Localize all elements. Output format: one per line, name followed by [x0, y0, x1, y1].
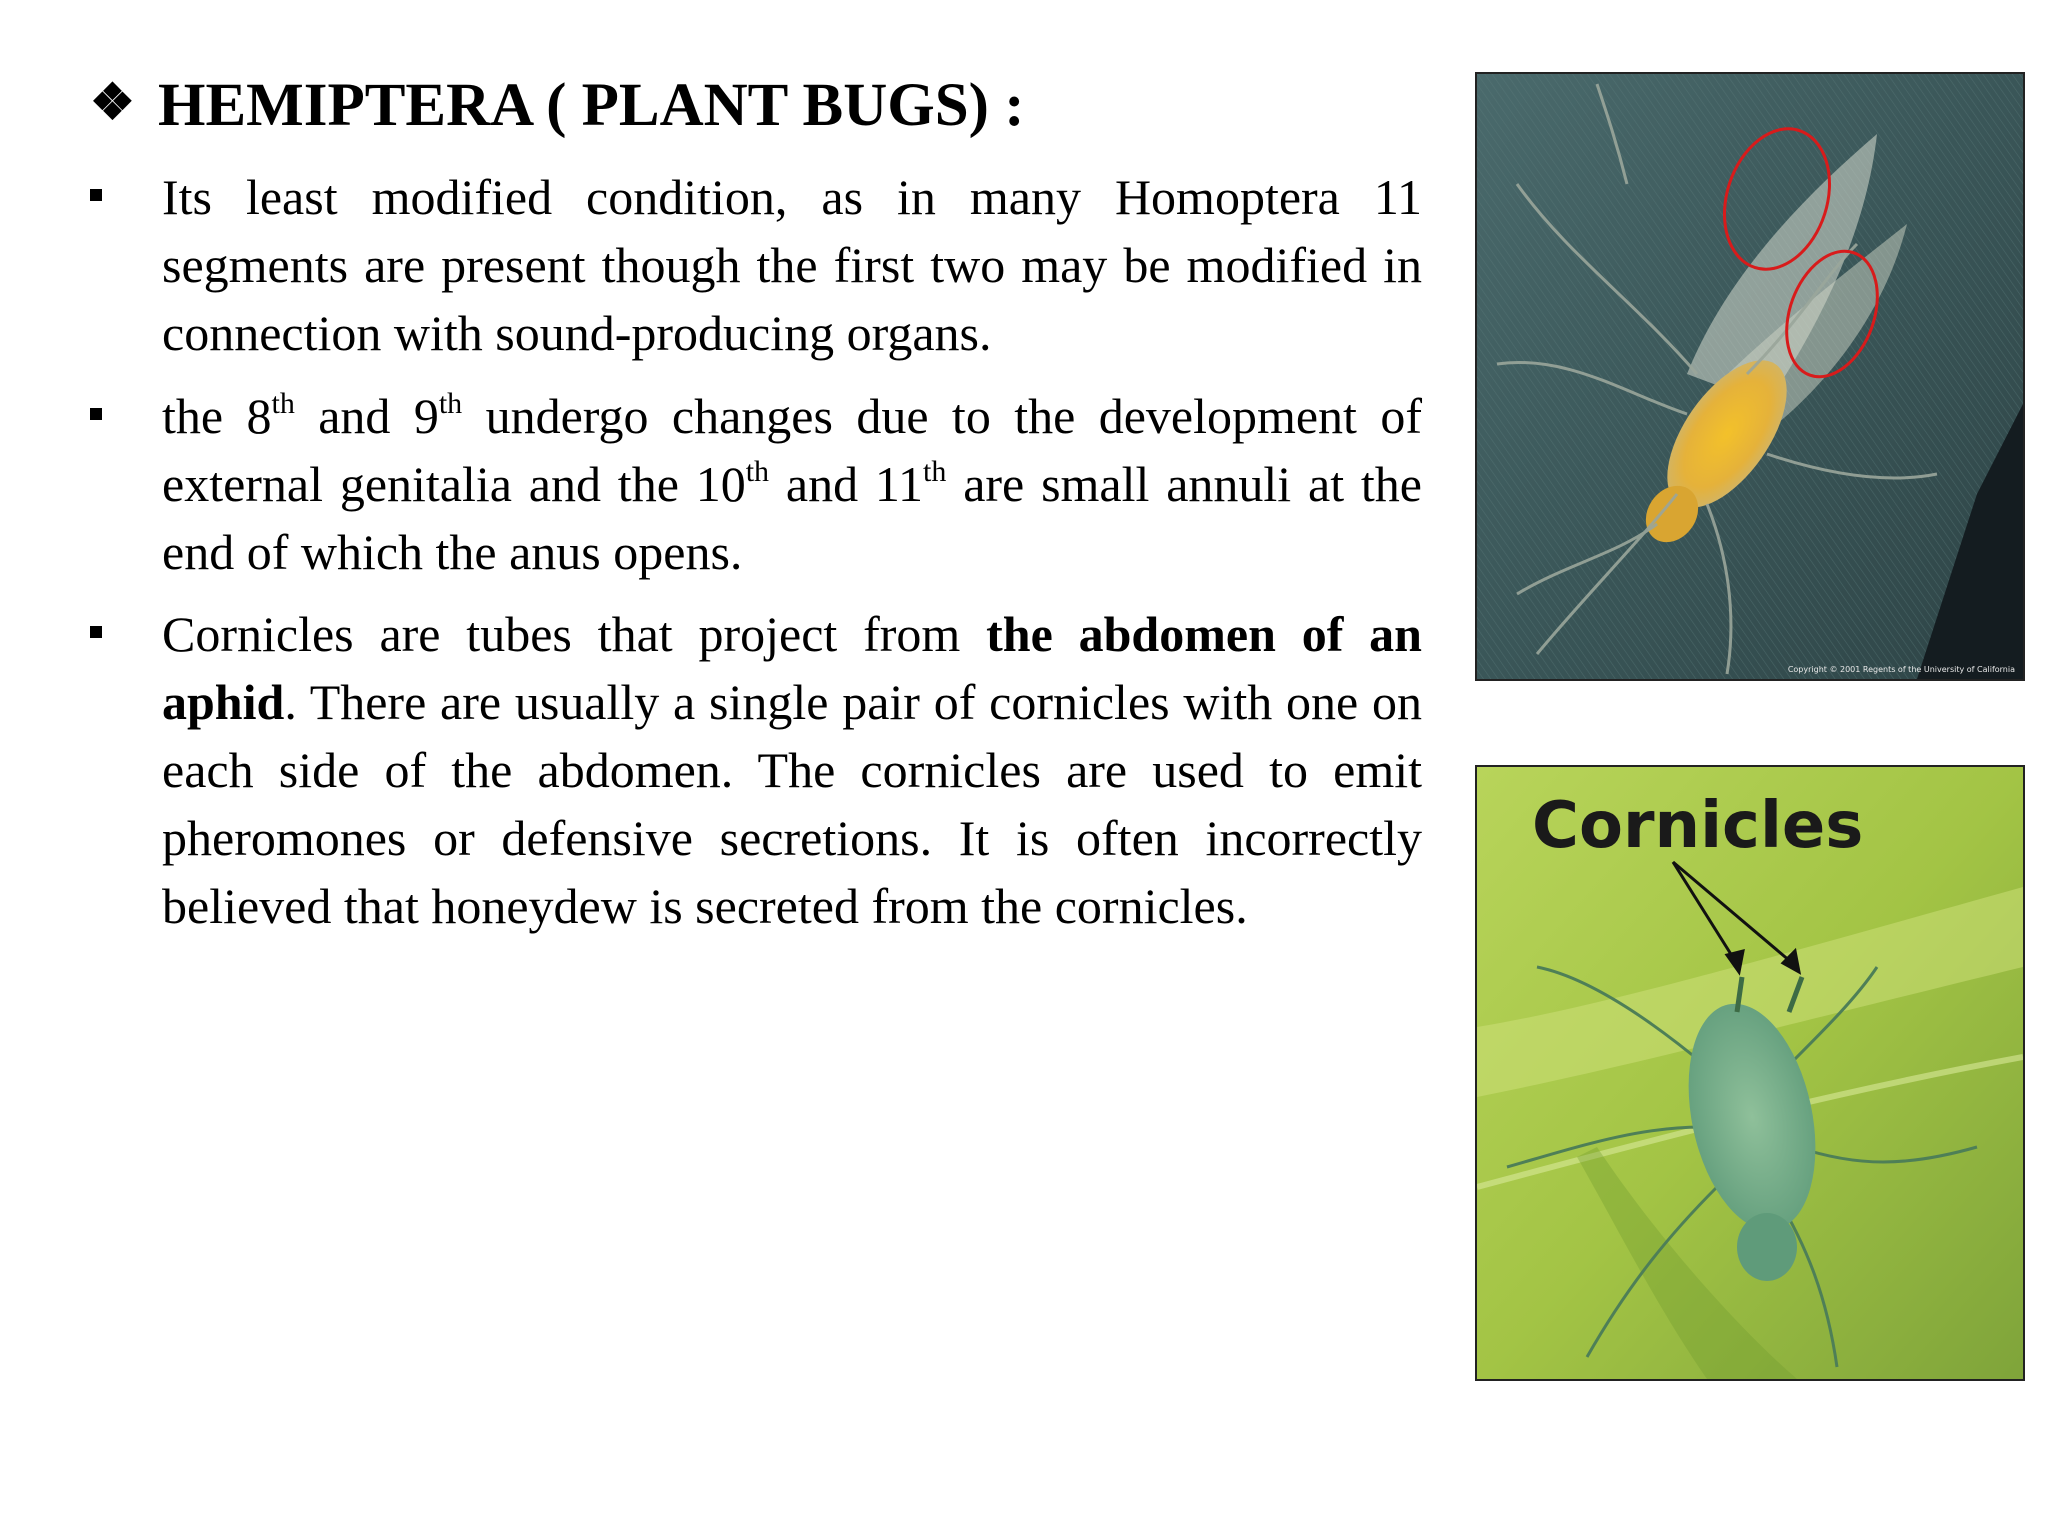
text-run: are small annuli at the end of which the anus opens.	[162, 456, 1422, 580]
bullet-text	[162, 388, 1422, 580]
slide-title	[90, 62, 1025, 146]
aphid-photo-cornicles	[1475, 765, 2025, 1381]
superscript: th	[271, 387, 295, 420]
aphid-photo-top	[1475, 72, 2025, 681]
text-run: . There are usually a single pair of cornicles with one on each side of the abdomen. The cornicles are used to emit pheromones or defensive secretions. It is often incorrectly believed that honeydew is secreted from the cornicles.	[162, 674, 1422, 934]
bullet-text	[162, 606, 1422, 934]
text-run: Cornicles are tubes that project from	[162, 606, 987, 662]
square-bullet-icon	[90, 408, 102, 420]
slide-title-text: HEMIPTERA ( PLANT BUGS) :	[158, 72, 1025, 139]
superscript: th	[923, 455, 947, 488]
text-run: and 9	[294, 388, 439, 444]
bold-text: the abdomen of an aphid	[162, 606, 1422, 730]
bullet-text	[162, 169, 1422, 361]
square-bullet-icon	[90, 189, 102, 201]
cornicles-label: Cornicles	[1532, 789, 1864, 863]
text-run: and 11	[769, 456, 924, 512]
bullet-item-2	[162, 382, 1422, 586]
text-run: the 8	[162, 388, 272, 444]
photo-copyright-caption: Copyright © 2001 Regents of the University of California	[1787, 665, 2015, 674]
text-run: Its least modified condition, as in many Homoptera 11 segments are present though the first two may be modified in connection with sound-producing organs.	[162, 169, 1422, 361]
bullet-item-1	[162, 163, 1422, 367]
bullet-item-3	[162, 600, 1422, 940]
text-run: undergo changes due to the development of external genitalia and the 10	[162, 388, 1422, 512]
superscript: th	[438, 387, 463, 420]
square-bullet-icon	[90, 626, 102, 638]
superscript: th	[745, 455, 770, 488]
four-diamond-icon: ❖	[90, 74, 135, 130]
